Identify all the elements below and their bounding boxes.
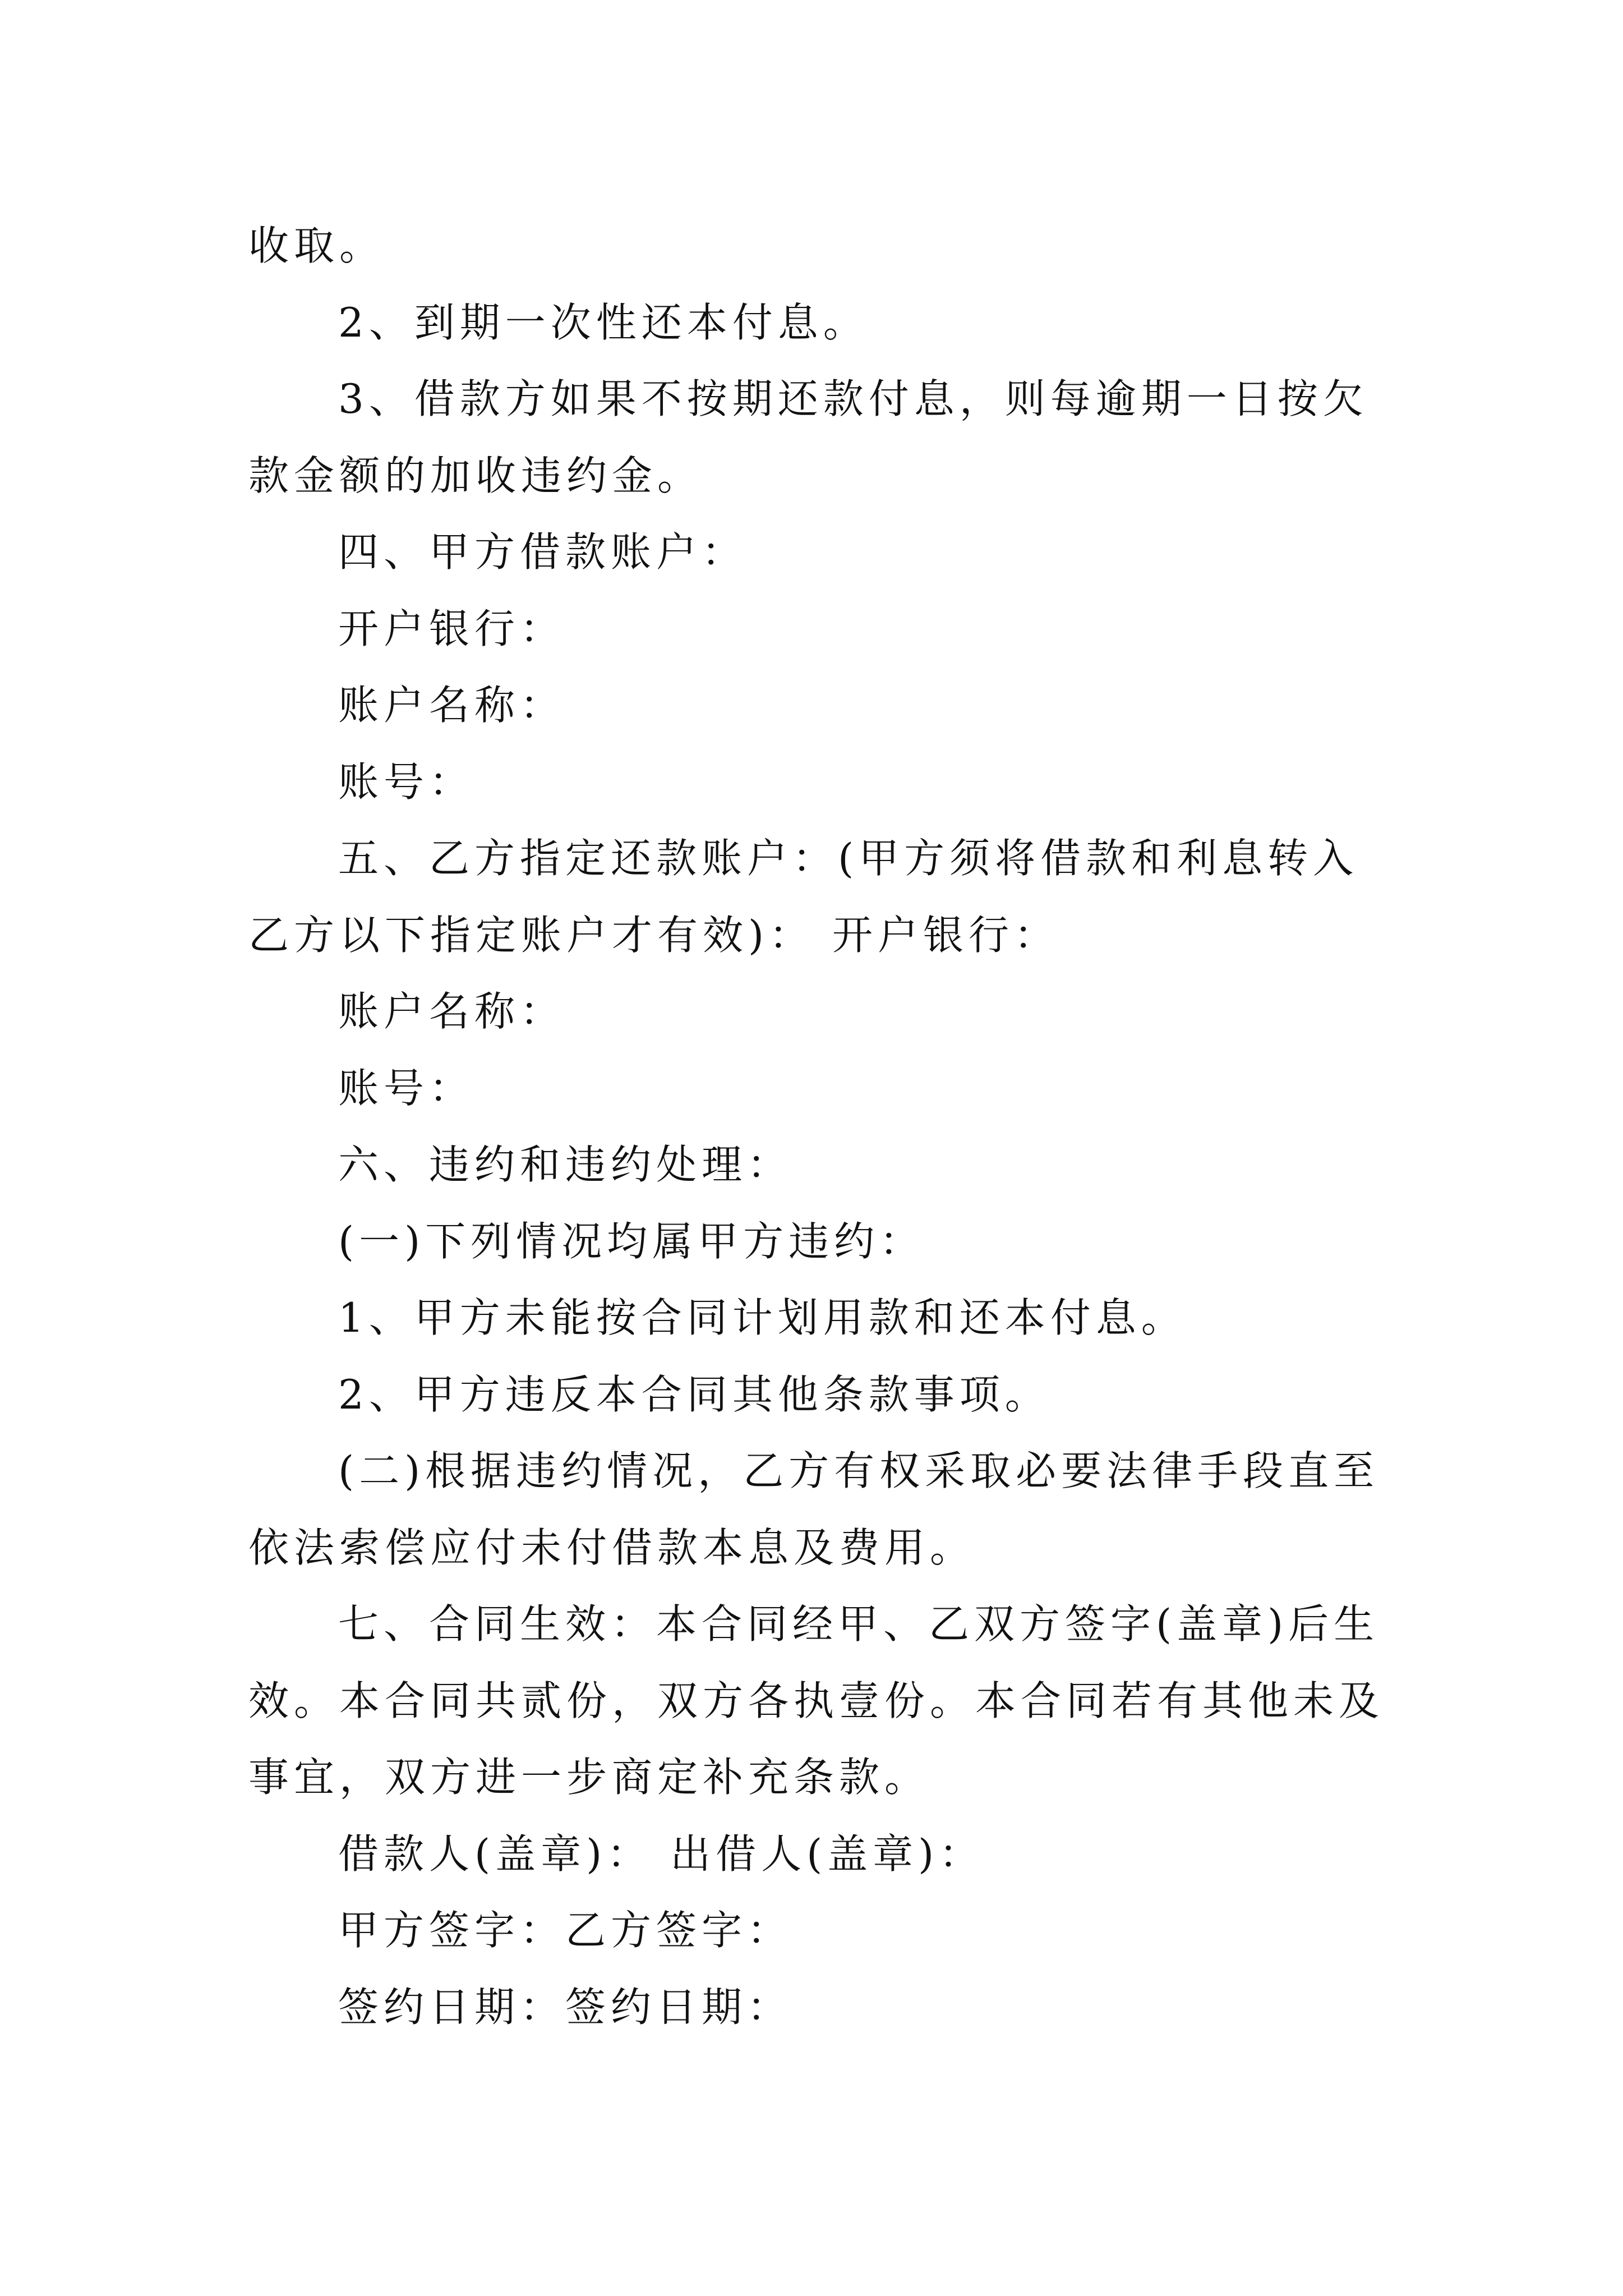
field-account-number-a: 账号： [338,758,475,806]
document-body [248,208,1398,2045]
subsection-1-heading: (一)下列情况均属甲方违约： [338,1217,925,1265]
paragraph-item-2-repayment: 2、到期一次性还本付息。 [338,298,869,346]
signature-date-line: 签约日期：签约日期： [338,1983,793,2031]
section-4-heading: 四、甲方借款账户： [338,528,748,576]
breach-item-2: 2、甲方违反本合同其他条款事项。 [338,1370,1050,1418]
signature-name-line: 甲方签字：乙方签字： [338,1907,793,1954]
section-5-heading: 五、乙方指定还款账户：(甲方须将借款和利息转入乙方以下指定账户才有效)： 开户银行： [248,835,1359,959]
section-7-effectiveness: 七、合同生效：本合同经甲、乙双方签字(盖章)后生效。本合同共贰份，双方各执壹份。本合同若有其他未及事宜，双方进一步商定补充条款。 [248,1600,1385,1801]
field-account-name-a: 账户名称： [338,682,566,729]
field-account-number-b: 账号： [338,1064,475,1112]
signature-seal-line: 借款人(盖章)： 出借人(盖章)： [338,1830,985,1878]
paragraph-shouqu: 收取。 [248,222,385,269]
subsection-2-remedy: (二)根据违约情况，乙方有权采取必要法律手段直至依法索偿应付未付借款本息及费用。 [248,1447,1380,1571]
breach-item-1: 1、甲方未能按合同计划用款和还本付息。 [338,1294,1187,1341]
field-account-name-b: 账户名称： [338,988,566,1035]
field-bank-name-a: 开户银行： [338,605,566,652]
section-6-heading: 六、违约和违约处理： [338,1141,793,1188]
paragraph-item-3-penalty: 3、借款方如果不按期还款付息，则每逾期一日按欠款金额的加收违约金。 [248,375,1368,499]
